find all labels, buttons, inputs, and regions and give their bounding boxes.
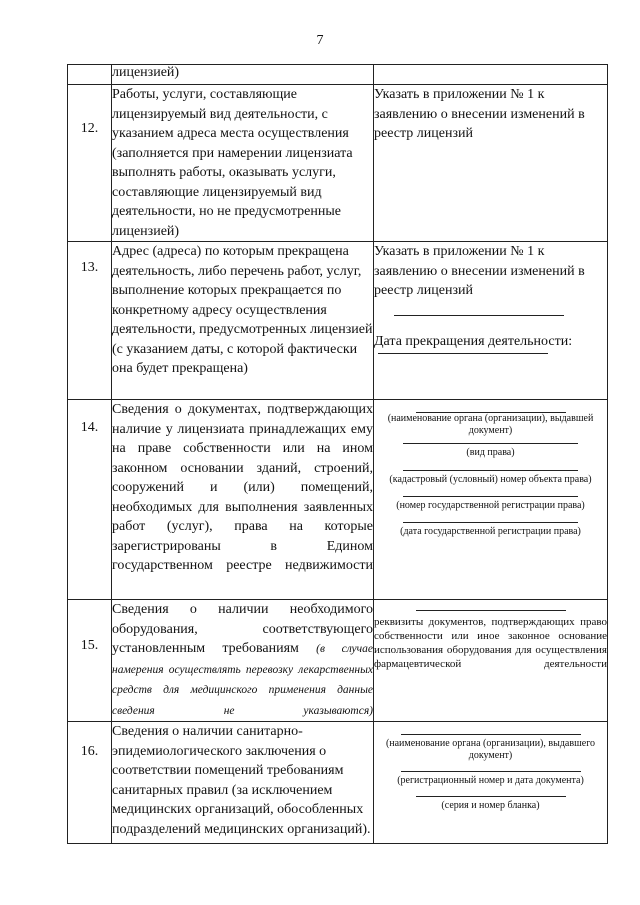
field-block [374,522,607,538]
field-caption: (номер государственной регистрации права) [396,500,585,511]
row-number-text: 15. [80,638,99,653]
blank-line [401,734,581,735]
table-row [68,600,608,722]
row-number [68,400,112,600]
blank-line [416,796,566,797]
blank-line [401,771,581,772]
blank-line [403,443,578,444]
row-description: Адрес (адреса) по которым прекращена деятельность, либо перечень работ, услуг, выполнение которых прекращается по конкретному адресу осуществления деятельности, предусмотренных лицензией (с указанием даты, с которой фактически она будет прекращена) [112,242,374,400]
table-row [68,242,608,400]
row-number-text: 12. [80,121,99,136]
table-row [68,400,608,600]
field-caption: (наименование органа (организации), выдавшего документ) [385,738,596,761]
row-number-text: 16. [80,744,99,759]
table-row [68,722,608,844]
row-number [68,85,112,242]
row-number [68,242,112,400]
row-number [68,722,112,844]
field-block [374,734,607,762]
blank-line [403,470,578,471]
field-block [374,443,607,459]
field-caption: реквизиты документов, подтверждающих право собственности или иное законное основание использования оборудования для осуществления фармацевтической деятельности [374,616,607,670]
row-description [112,600,374,722]
field-caption: (серия и номер бланка) [441,800,540,811]
blank-line [403,522,578,523]
row-description: Сведения о документах, подтверждающих наличие у лицензиата принадлежащих ему на праве собственности или на ином законном основании зданий, строений, сооружений и (или) помещений, необходимых для выполнения заявленных работ (услуг), права на которые зарегистрированы в Едином государственном реестре недвижимости [112,400,374,600]
row-number-text: 13. [80,260,99,275]
field-block [374,496,607,512]
field-block [374,796,607,812]
date-blank-line [378,353,548,354]
form-table [67,64,608,844]
date-label: Дата прекращения деятельности: [374,333,573,349]
row-number-text: 14. [80,420,99,435]
field-caption: (регистрационный номер и дата документа) [397,775,584,786]
row-description: лицензией) [112,65,374,85]
row-value [374,400,608,600]
row-number [68,600,112,722]
description-note: (в случае намерения осуществлять перевозку лекарственных средств для медицинского применения данные сведения не указываются) [112,643,373,717]
row-description: Сведения о наличии санитарно-эпидемиологического заключения о соответствии помещений требованиям санитарных правил (за исключением медицинских организаций, обособленных подразделений медицинских организаций). [112,722,374,844]
field-caption: (вид права) [466,447,515,458]
row-number [68,65,112,85]
row-value [374,65,608,85]
blank-line [416,610,566,611]
blank-line [394,315,564,316]
field-block [374,771,607,787]
field-caption: (кадастровый (условный) номер объекта права) [389,474,592,485]
table-row [68,85,608,242]
field-caption: (дата государственной регистрации права) [400,526,581,537]
row-value [374,722,608,844]
row-value [374,600,608,722]
field-caption: (наименование органа (организации), выдавшей документ) [387,413,594,436]
table-row [68,65,608,85]
field-block [374,470,607,486]
field-block [374,412,607,437]
row-value [374,242,608,400]
page-number: 7 [316,33,324,48]
row-description: Работы, услуги, составляющие лицензируемый вид деятельности, с указанием адреса места осуществления (заполняется при намерении лицензиата выполнять работы, оказывать услуги, составляющие лицензируемый вид деятельности, но не предусмотренные лицензией) [112,85,374,242]
blank-line [403,496,578,497]
instruction-text: Указать в приложении № 1 к заявлению о внесении изменений в реестр лицензий [374,244,585,298]
row-value: Указать в приложении № 1 к заявлению о внесении изменений в реестр лицензий [374,85,608,242]
description-main: Сведения о наличии необходимого оборудования, соответствующего установленным требованиям [112,602,373,656]
